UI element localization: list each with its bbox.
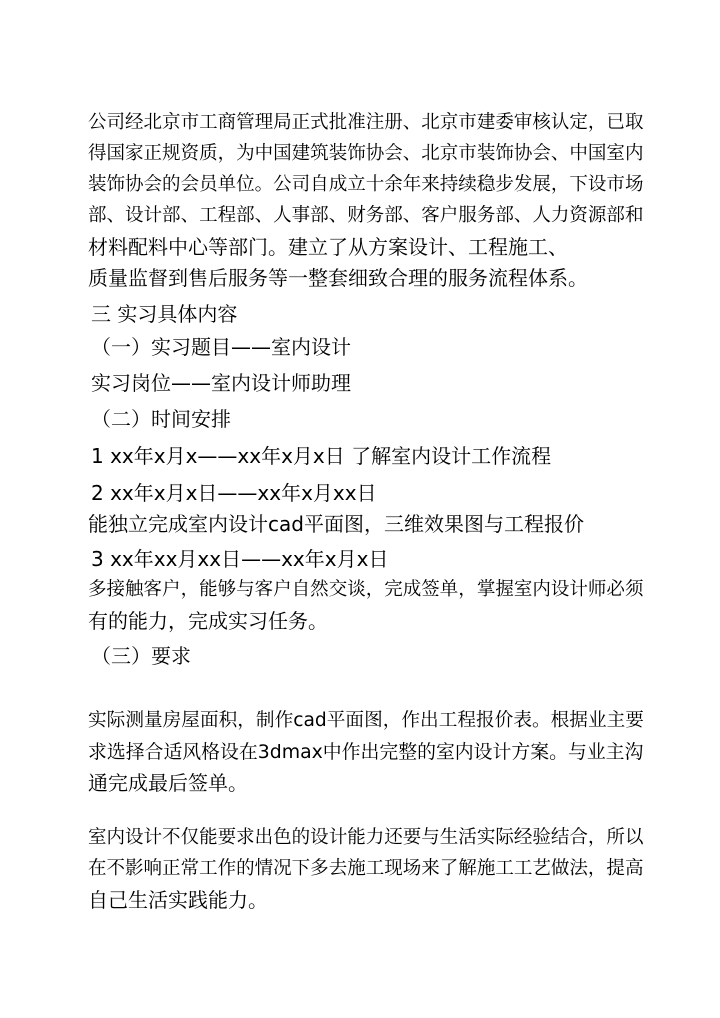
intro-line: 装饰协会的会员单位。公司自成立十余年来持续稳步发展，下设市场 bbox=[88, 174, 644, 195]
intro-line: 得国家正规资质，为中国建筑装饰协会、北京市装饰协会、中国室内 bbox=[88, 143, 644, 164]
schedule-period: 3 xx年xx月xx日——xx年x月x日 bbox=[91, 547, 389, 571]
schedule-period: 1 xx年x月x——xx年x月x日 了解室内设计工作流程 bbox=[91, 444, 552, 468]
closing-line: 自己生活实践能力。 bbox=[88, 888, 268, 912]
subsection-heading: （一）实习题目——室内设计 bbox=[91, 335, 351, 359]
section-heading: 三 实习具体内容 bbox=[91, 302, 238, 326]
requirement-line: 求选择合适风格设在3dmax中作出完整的室内设计方案。与业主沟 bbox=[88, 741, 644, 763]
schedule-desc: 有的能力，完成实习任务。 bbox=[88, 609, 328, 633]
closing-line: 在不影响正常工作的情况下多去施工现场来了解施工工艺做法，提高 bbox=[88, 858, 644, 879]
intro-line: 材料配料中心等部门。建立了从方案设计、工程施工、 bbox=[88, 235, 568, 259]
subsection-heading: （二）时间安排 bbox=[91, 407, 231, 431]
schedule-desc: 多接触客户，能够与客户自然交谈，完成签单，掌握室内设计师必须 bbox=[88, 579, 644, 600]
closing-line: 室内设计不仅能要求出色的设计能力还要与生活实际经验结合，所以 bbox=[88, 827, 644, 848]
intro-line: 质量监督到售后服务等一整套细致合理的服务流程体系。 bbox=[88, 266, 588, 290]
position-line: 实习岗位——室内设计师助理 bbox=[91, 371, 351, 395]
requirement-line: 实际测量房屋面积，制作cad平面图，作出工程报价表。根据业主要 bbox=[88, 710, 644, 731]
schedule-period: 2 xx年x月x日——xx年x月xx日 bbox=[91, 481, 377, 505]
intro-line: 部、设计部、工程部、人事部、财务部、客户服务部、人力资源部和 bbox=[88, 205, 644, 226]
schedule-desc: 能独立完成室内设计cad平面图，三维效果图与工程报价 bbox=[88, 512, 584, 536]
requirement-line: 通完成最后签单。 bbox=[88, 771, 248, 795]
intro-line: 公司经北京市工商管理局正式批准注册、北京市建委审核认定，已取 bbox=[88, 112, 644, 133]
subsection-heading: （三）要求 bbox=[91, 644, 191, 668]
